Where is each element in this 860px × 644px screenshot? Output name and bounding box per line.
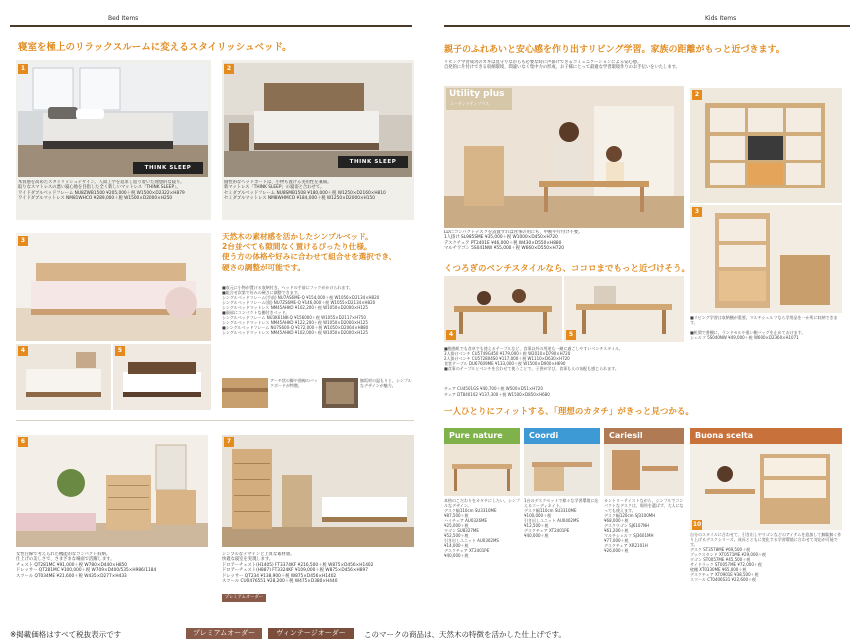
item1-badge: THINK SLEEP [133,162,203,174]
series-coordi-photo [524,444,600,496]
fit-section-heading: 一人ひとりにフィットする、「理想のカタチ」がきっと見つかる。 [444,407,694,417]
item5-note: 無垢材の温もりと、シンプルなデザインが魅力。 [360,378,412,388]
footer-legend: このマークの商品は、天然木の特徴を活かした仕上げです。 [364,630,566,639]
item3-number: 3 [18,236,28,246]
series-coordi-description: 1台のデスクセットで様々な学習環境に応えるコーディネイト。 デスク幅110cm SU3310ME ¥100,000＋税 引き出しユニット AU0402MS ¥12,500＋税 デスクチェア XT2401PE ¥40,000＋税 [524,498,599,538]
item10-number: 3 [692,207,702,217]
series-pure-nature-photo [444,444,520,496]
item1-number: 1 [18,64,28,74]
item4-number: 4 [18,346,28,356]
item10-description: ■机間で書棚に、ランドセルや重い鞄バッグを止めておけます。 シェルフ 5S040NW ¥49,000＋税 W600×D2360×H1071 [690,330,806,340]
item10-photo [690,205,842,313]
series-pure-nature-tab: Pure nature [444,428,520,444]
series-buona-scelta-tab: Buona scelta [690,428,842,444]
footer-price-note: ※掲載価格はすべて税抜表示です [10,630,122,639]
right-header-label: Kids Items [705,15,737,22]
footer-tag-vintage: ヴィンテージオーダー [268,628,354,639]
right-section-intro: リビング学習成功のカギは見守りながらも必要な時に声掛けできるコミュニケーションによる安心感。 自発的に片付けできる収納環境、間違いなく集中力の形成、お子様にとって最適な学習環境作りのお手伝いをいたします。 [444,60,680,71]
item7-number: 7 [224,437,234,447]
item4-photo [16,344,111,410]
item9-description: ■リビング学習は収納棚が重要。マルチシェルフなら学用品を一か所に収納できます。 [690,315,838,325]
series-coordi-tab: Coordi [524,428,600,444]
item6-description: 女性目線で考えられた機能的なコンパクト収納。 仕上げの美しさで、さまざまな場面で活躍します。 チェスト QT281MC ¥91,000＋税 W780×D440×H850 ドレッサー QT281MC ¥100,000＋税 W709×D400/535×H986/1184 スツール QT034ME ¥21,600＋税 W435×D277×H433 [16,552,157,579]
item2-number: 2 [224,64,234,74]
item12-number: 5 [566,330,576,340]
mid-right-description: ■勉強机でも食卓でも使えるテーブルなど、食事以外の用途も一緒に過ごしやすいベンチスタイル。 3人掛けベンチ CU5749G450 ¥179,000＋税 W2010×D790×H720 2人掛けベンチ CU572804S0 ¥117,000＋税 W1110×D630×H720 食堂テーブル DU67609ME ¥133,000＋税 W1500×D900×H690 ■食事のテーブルとベンチを合わせて使うことで、子供が学び、食事も人の気配も感じられます。 [444,346,623,371]
item5-number: 5 [115,346,125,356]
item5-detail-photo [322,378,358,408]
item4-detail-photo [222,378,268,408]
item11-photo [444,276,562,342]
left-divider [16,420,414,421]
series-buona-scelta-description: 自分のスタイルに合わせて、引き出しやワゴンなどのアイテムを追加して無駄無く作り上げるデスクシリーズ。成長とともに変化する学習環境に合わせて対応が可能です。 デスク ST3578ME ¥69,500＋税 ブックスタンド XT0571ME ¥29,000＋税 ワゴン ST0057ME ¥45,500＋税 サイドラック ST0057ME ¥72,000＋税 壁棚 XT0330ME ¥65,000＋税 デスクチェア XT0901E ¥38,500＋税 スツール CT0406S31 ¥22,600＋税 [690,532,842,582]
item9-photo [690,88,842,203]
item3-description: ■収元に小物が置ける収納付き。ヘッドの手前にフックがかけられます。 ■組合せ次第で好みの硬さに調整できます。 シングルベッドフレーム(手前) NU7AS6ME-Q ¥154,000＋税 W1056×D2134×H820 シングルベッドフレーム(奥) NU7ZS6ME-Q ¥146,000＋税 W1055×D2134×H820 シングルベッドマットレス NM45AHKO ¥102,200＋税 W1050×D2000×H125 ■頭部にコンパクトな棚付きベッド。 シングルベッドフレーム NU3K61NK-Q ¥156000＋税 W1055×D2117×H750 シングルベッドマットレス NM45AHKO ¥122,200＋税 W1050×D2000×H125 ■シングルベッドフレーム NU7S600-Q ¥172,000＋税 W1050×D2064×H880 シングルベッドマットレス NM45AHKO ¥102,000＋税 W1050×D2000×H125 [222,285,380,335]
series-cariesil-photo [604,444,684,496]
item3-headline: 天然木の素材感を活かしたシンプルベッド。 2台並べても隙間なく置けるぴったり仕様。 使う方の体格や好みに合わせて組合せを選択でき、 硬さの調整が可能です。 [222,232,397,272]
item11-description: チェア CU4501GS ¥40,700＋税 W500×D51×H720 [444,386,543,391]
series-buona-scelta-number: 10 [692,521,702,528]
item1-description: 木質感を高めたスタイリッシュデザイン。人間工学を追求し辿り着いた理想的な寝り。 取りなスマトレスの悪い寝心地を目指した全く新しいマットレス「THINK SLEEP」。 ワイドダブルベッドフレーム NU8ZWB1500 ¥205,000＋税 W1500×D2322×H879 ワイドダブルマットレス NM81WHCO ¥289,000＋税 W1500×D2000×H250 [18,180,185,202]
item7-photo [222,435,414,547]
item6-number: 6 [18,437,28,447]
series-buona-scelta-photo [690,444,842,530]
right-section-heading: 親子のふれあいと安心感を作り出すリビング学習。家族の距離がもっと近づきます。 [444,45,785,55]
series-cariesil-tab: Cariesil [604,428,684,444]
series-pure-nature-description: 本格のこだわりをカタチにしたい、シンプルなデザイン。 デスク幅110cm SU3310ME ¥87,500＋税 ハイチェア AU0326ME ¥25,000＋税 ワゴン SU8327ME ¥52,500＋税 引き出しユニット AU0302MS ¥14,000＋税 デスクチェア XT2401PE ¥40,000＋税 [444,498,520,558]
series-cariesil-description: カントリーテイストながら、シンプルでコンパクトなデスクは、場所を選ばず、大人になっても使えます。 デスク幅120cm SJ3100MH ¥68,000＋税 デスクワゴン SJ6107NH ¥61,200＋税 マルチシェルフ SJ3601MH ¥77,000＋税 デスクチェア XR2101H ¥26,000＋税 [604,498,684,553]
item8-subtitle: ユーティリティプラス [450,101,490,106]
item7-description: シンプルなデザインと上質な素材感。 快適な寝室を実現します。 ドロアーチェスト(H1405) FT3374KF ¥216,500＋税 W875×D456×H1402 ドロアーチェスト(H887) FT3324KF ¥109,000＋税 W875×D456×H897 ドレッサー QT234 ¥138,900＋税 W875×D456×H1402 スツール CU0476551 ¥28,200＋税 W475×D380×H440 [222,552,374,585]
right-header-rule [444,25,850,27]
left-header-rule [10,25,412,27]
left-section-heading: 寝室を極上のリラックスルームに変えるスタイリッシュベッド。 [18,42,292,53]
item12-photo [564,276,684,342]
item8-brand: Utility plus [449,89,505,99]
left-header-label: Bed Items [108,15,139,22]
item11-number: 4 [446,330,456,340]
item4-note: アーチ状の脚や曲線のバックボードが特徴。 [270,378,318,388]
item2-description: 個性的なヘッドボードは、小物も置ける実用性を兼備。 新マットレス「THINK SLEEP」の寝姿と合わせて。 セミダブルベッドフレーム NU8SMB1508 ¥180,000＋税 W1250×D2160×H810 セミダブルマットレス NM8WHMCO ¥184,000＋税 W1250×D2000×H150 [224,180,386,202]
footer-tag-premium: プレミアムオーダー [186,628,262,639]
item5-photo [113,344,211,410]
item9-number: 2 [692,90,702,100]
mid-right-heading: くつろぎのベンチスタイルなら、ココロまでもっと近づけそう。 [444,264,690,274]
item7-tag: プレミアムオーダー [222,594,266,602]
item12-description: チェア DT840102 ¥137,300＋税 W1500×D850×H680 [444,392,550,397]
item1-photo [18,63,208,177]
item3-photo [16,233,211,341]
item6-photo [16,435,208,547]
item2-badge: THINK SLEEP [338,156,408,168]
item8-description: LDにコンパクトデスクを設置すれば食事の用にも、中断や片付け不要。 1人掛け SL985SME ¥35,000＋税 W1000×D450×H720 デスクチェア PT2401E ¥46,000＋税 W430×D550×H880 マルチワゴン 5S041NW ¥55,000＋税 W660×D550×H720 [444,230,583,252]
